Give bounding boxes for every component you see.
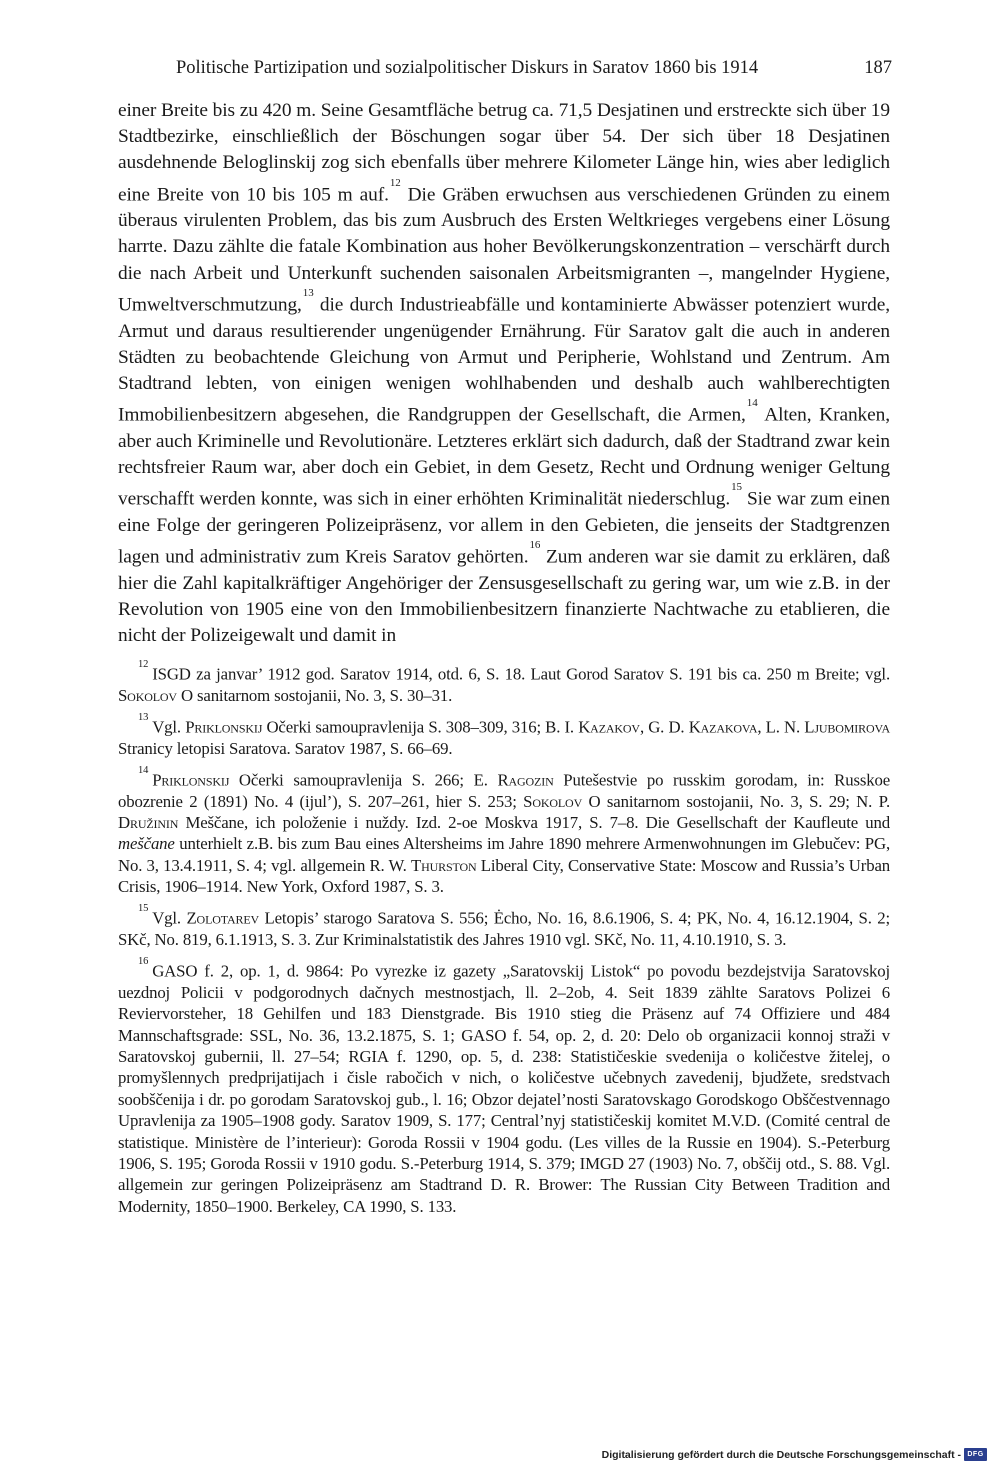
footnote-number: 13 [138,711,149,723]
footnote-reference: 15 [731,481,742,494]
footnote-text: Očerki samoupravlenija S. 266; E. [229,770,498,790]
author-name: Priklonskij [185,717,263,737]
author-name: Zolotarev [186,908,260,928]
footnote [118,904,890,950]
footnotes [118,660,890,1224]
author-name: Thurston [410,855,477,875]
footnote-text: GASO f. 2, op. 1, d. 9864: Po vyrezke iz gazety „Saratovskij Listok“ po povodu bezdejstvija Saratovskoj uezdnoj Policii v podgorodnych dačnych mestnostjach, ll. 2–2ob, 4. Seit 1839 zählte Saratovs Polizei 6 Reviervorsteher, 18 Gehilfen und 183 Dienstgrade. Bis 1910 stieg die Präsenz auf 74 Offiziere und 484 Mannschaftsgrade: SSL, No. 36, 13.2.1875, S. 1; GASO f. 54, op. 2, d. 20: Delo ob organizacii konnoj straži v Saratovskoj gubernii, ll. 27–54; RGIA f. 1290, op. 5, d. 238: Statističeskie svedenija o količestve žitelej, o promyšlennych predprijatijach i čisle rabočich v nich, o količestve učebnych zavedenij, bjudžete, sredstvach soobščenija i dr. po gorodam Saratovskoj gub., l. 16; Obzor dejatel’nosti Saratovskago Gorodskogo Obščestvennago Upravlenija za 1905–1908 gody. Saratov 1909, S. 177; Central’nyj statističeskij komitet M.V.D. (Comité central de statistique. Ministère de l’interieur): Goroda Rossii v 1904 godu. (Les villes de la Russie en 1904). S.-Peterburg 1906, S. 195; Goroda Rossii v 1910 godu. S.-Peterburg 1914, S. 379; IMGD 27 (1903) No. 7, obščij otd., S. 88. Vgl. allgemein zur geringen Polizeipräsenz am Stadtrand D. R. Brower: The Russian City Between Tradition and Modernity, 1850–1900. Berkeley, CA 1990, S. 133. [118,961,890,1216]
author-name: Ragozin [497,770,554,790]
footnote-text: O sanitarnom sostojanii, No. 3, S. 30–31. [176,686,453,705]
page-number: 187 [864,58,892,78]
footnote [118,957,890,1217]
body-text-segment: die durch Industrieabfälle und kontaminierte Abwässer potenziert wurde, Armut und daraus resultierender ungenügender Ernährung. Für Saratov galt die auch in anderen Städten zu beobachtende Gleichung von Armut und Peripherie, Wohlstand und Zentrum. Am Stadtrand lebten, von einigen wenigen wohlhabenden und deshalb auch wahlberechtigten Immobilienbesitzern abgesehen, die Randgruppen der Gesellschaft, die Armen, [118,294,890,426]
italic-term: meščane [118,834,175,854]
footnote-text: Meščane, ich položenie i nuždy. Izd. 2-oe Moskva 1917, S. 7–8. Die Gesellschaft der Kaufleute und [178,813,890,832]
body-text-segment: einer Breite bis zu 420 m. Seine Gesamtfläche betrug ca. 71,5 Desjatinen und erstreckte sich über 19 Stadtbezirke, einschließlich der Böschungen sogar über 54. Der sich über 18 Desjatinen ausdehnende Beloglinskij zog sich ebenfalls über mehrere Kilometer Länge hin, wies aber lediglich eine Breite von 10 bis 105 m auf. [118,100,890,206]
body-text-segment: Zum anderen war sie damit zu erklären, daß hier die Zahl kapitalkräftiger Angehöriger der Zensusgesellschaft zu gering war, um wie z.B. in der Revolution von 1905 eine von den Immobilienbesitzern finanzierte Nachtwache zu etablieren, die nicht der Polizeigewalt und damit in [118,546,890,647]
body-text [118,98,890,649]
funding-text: Digitalisierung gefördert durch die Deutsche Forschungsgemeinschaft - [601,1448,961,1461]
footnote [118,713,890,759]
footnote-text: Liberal City, Conservative State: Moscow and Russia’s Urban Crisis, 1906–1914. New York, Oxford 1987, S. 3. [118,855,890,897]
footnote-text: O sanitarnom sostojanii, No. 3, S. 29; N. P. [582,791,890,811]
author-name: Sokolov [118,686,177,705]
footnote-text: unterhielt z.B. bis zum Bau eines Altersheims im Jahre 1890 mehrere Armenwohnungen im Glebučev: PG, No. 3, 13.4.1911, S. 4; vgl. allgemein R. W. [118,834,890,875]
footnote-number: 14 [138,764,149,776]
author-name: Sokolov [523,791,583,811]
footnote-text: Putešestvie po russkim gorodam, in: Russkoe obozrenie 2 (1891) No. 4 (ijul’), S. 207–261, hier S. 253; [118,770,890,811]
footnote-text: Očerki samoupravlenija S. 308–309, 316; B. I. [262,717,579,737]
footnote-text: Vgl. [152,717,186,737]
author-name: Kazakov [578,717,640,737]
footnote-text: , G. D. [639,717,689,737]
footnote-reference: 16 [529,539,541,552]
funding-notice [602,1448,987,1461]
footnote-text: , L. N. [757,717,805,737]
footnote-reference: 13 [302,286,314,299]
dfg-logo-icon: DFG [964,1448,987,1461]
author-name: Priklonskij [152,770,230,790]
body-text-segment: Sie war zum einen eine Folge der geringeren Polizeipräsenz, vor allem in den Gebieten, die jenseits der Stadtgrenzen lagen und administrativ zum Kreis Saratov gehörten. [118,488,890,568]
body-paragraph [118,98,890,649]
footnote-number: 16 [138,955,149,967]
author-name: Družinin [118,813,179,832]
footnote-number: 12 [138,659,149,670]
body-text-segment: Die Gräben erwuchsen aus verschiedenen Gründen zu einem überaus virulenten Problem, das bis zum Ausbruch des Ersten Weltkrieges vergebens einer Lösung harrte. Dazu zählte die fatale Kombination aus hoher Bevölkerungskonzentration – verschärft durch die nach Arbeit und Unterkunft suchenden saisonalen Arbeitsmigranten –, mangelnder Hygiene, Umweltverschmutzung, [118,184,890,316]
footnote-text: Stranicy letopisi Saratova. Saratov 1987, S. 66–69. [118,738,453,758]
footnote-reference: 14 [746,397,758,410]
footnote [118,766,890,898]
footnote-reference: 12 [389,176,401,189]
footnote-text: ISGD za janvar’ 1912 god. Saratov 1914, otd. 6, S. 18. Laut Gorod Saratov S. 191 bis ca. 250 m Breite; vgl. [152,664,890,684]
footnote-text: Vgl. [152,908,187,928]
author-name: Ljubomirova [804,717,890,737]
author-name: Kazakova [688,717,758,737]
footnote-number: 15 [138,903,149,915]
running-title: Politische Partizipation und sozialpolitischer Diskurs in Saratov 1860 bis 1914 [176,58,759,78]
body-text-segment: Alten, Kranken, aber auch Kriminelle und Revolutionäre. Letzteres erklärt sich dadurch, daß der Stadtrand zwar kein rechtsfreier Raum war, aber doch ein Gebiet, in dem Gesetz, Recht und Ordnung weniger Geltung verschafft werden konnte, was sich in einer erhöhten Kriminalität niederschlug. [118,404,890,510]
footnote [118,660,890,706]
footnote-text: Letopis’ starogo Saratova S. 556; Ėcho, No. 16, 8.6.1906, S. 4; PK, No. 4, 16.12.1904, S. 2; SKč, No. 819, 6.1.1913, S. 3. Zur Kriminalstatistik des Jahres 1910 vgl. SKč, No. 11, 4.10.1910, S. 3. [118,908,890,950]
